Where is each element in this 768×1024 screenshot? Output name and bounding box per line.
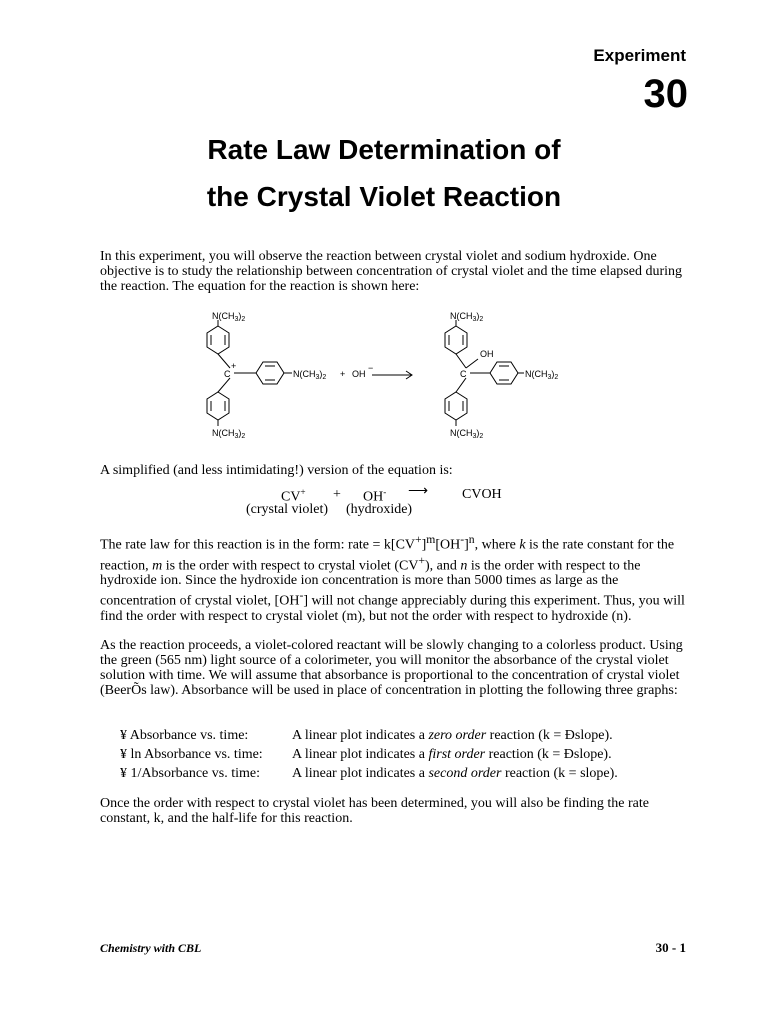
- left-bottom-nch3-label: $N(CH_3)_2$: [212, 428, 246, 440]
- hydroxide-minus: −: [368, 363, 374, 373]
- simplified-arrow: ⟶: [408, 484, 429, 499]
- page-title: [0, 126, 768, 220]
- experiment-number: 30: [643, 72, 688, 116]
- page-number: 30 - 1: [655, 940, 686, 955]
- equation-plus: +: [340, 369, 346, 379]
- right-bottom-nch3-label: $N(CH_3)_2$: [450, 428, 484, 440]
- simplified-product: CVOH: [462, 487, 502, 502]
- left-right-ring: [256, 362, 284, 384]
- simplified-intro: A simplified (and less intimidating!) version of the equation is:: [100, 463, 453, 478]
- product-oh-label: OH: [480, 349, 494, 359]
- simplified-plus: +: [333, 487, 341, 502]
- closing-paragraph: Once the order with respect to crystal violet has been determined, you will also be finding the rate constant, k, and the half-life for this reaction.: [100, 796, 649, 826]
- intro-paragraph: In this experiment, you will observe the reaction between crystal violet and sodium hydroxide. One objective is to study the relationship between concentration of crystal violet and the time elapsed during the reaction. The equation for the reaction is shown here:: [100, 249, 682, 294]
- title-line-2: the Crystal Violet Reaction: [206, 181, 562, 212]
- simplified-reactant-cv: CV+: [281, 487, 306, 505]
- reaction-progress-paragraph: As the reaction proceeds, a violet-colored reactant will be slowly changing to a colorless product. Using the green (565 nm) light source of a colorimeter, you will monitor the absorbance of the crystal violet solution with time. We will assume that absorbance is proportional to the concentration of crystal violet (BeerÕs law). Absorbance will be used in place of concentration in plotting the following three graphs:: [100, 638, 683, 698]
- left-top-nch3-label: $N(CH_3)_2$: [212, 311, 246, 323]
- list-item: ¥ 1/Absorbance vs. time: A linear plot indicates a second order reaction (k = slope).: [120, 766, 618, 781]
- crystal-violet-label: (crystal violet): [246, 502, 329, 517]
- hydroxide-label: OH: [352, 369, 366, 379]
- right-right-nch3-label: $N(CH_3)_2$: [525, 369, 559, 381]
- right-carbon-label: C: [460, 369, 467, 379]
- left-top-ring: [207, 326, 229, 354]
- right-right-ring: [490, 362, 518, 384]
- right-bottom-ring: [445, 392, 467, 420]
- experiment-label: Experiment: [593, 46, 686, 65]
- reaction-structure-diagram: [160, 300, 600, 450]
- rate-law-paragraph: The rate law for this reaction is in the form: rate = $k[CV^+]^m[OH^-]^n$, where k is the rate constant for the reaction, m is the order with respect to crystal violet (CV+), and n is the order with respect to the hydroxide ion. Since the hydroxide ion concentration is more than 5000 times as large as the concentration of crystal violet, [OH-] will not change appreciably during this experiment. Thus, you will find the order with respect to crystal violet (m), but not the order with respect to hydroxide (n).: [100, 533, 685, 624]
- carbocation-plus: +: [231, 361, 237, 371]
- left-right-nch3-label: $N(CH_3)_2$: [293, 369, 327, 381]
- right-top-ring: [445, 326, 467, 354]
- graph-list: [120, 726, 618, 783]
- left-bottom-ring: [207, 392, 229, 420]
- right-top-nch3-label: $N(CH_3)_2$: [450, 311, 484, 323]
- footer-book-title: Chemistry with CBL: [100, 941, 202, 955]
- list-item: ¥ ln Absorbance vs. time: A linear plot indicates a first order reaction (k = Ðslope).: [120, 747, 612, 762]
- simplified-reactant-oh: OH-: [363, 487, 387, 505]
- hydroxide-caption: (hydroxide): [346, 502, 413, 517]
- title-line-1: Rate Law Determination of: [207, 134, 561, 165]
- list-item: ¥ Absorbance vs. time: A linear plot indicates a zero order reaction (k = Ðslope).: [120, 728, 613, 743]
- left-carbon-label: C: [224, 369, 231, 379]
